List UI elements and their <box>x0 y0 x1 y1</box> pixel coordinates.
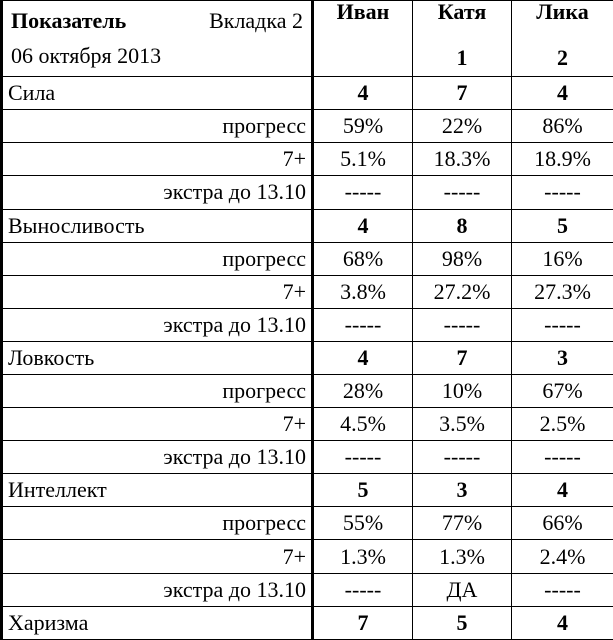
stat-value-lika: 4 <box>512 606 613 639</box>
sub-row <box>2 242 613 275</box>
sub-row-value-ivan: 68% <box>313 242 413 275</box>
stat-value-ivan: 4 <box>313 341 413 374</box>
stat-value-ivan: 4 <box>313 209 413 242</box>
sub-row <box>2 308 613 341</box>
sub-row-value-ivan: 3.8% <box>313 275 413 308</box>
sub-row-label: прогресс <box>2 374 313 407</box>
sub-row <box>2 507 613 540</box>
sub-row-label: экстра до 13.10 <box>2 176 313 209</box>
sub-row-value-lika: 18.9% <box>512 143 613 176</box>
sub-row-value-katya: 10% <box>413 374 512 407</box>
header-date: 06 октября 2013 <box>11 43 162 68</box>
sub-row-value-lika: 86% <box>512 110 613 143</box>
sub-row-value-ivan: ----- <box>313 573 413 606</box>
sub-row-value-lika: ----- <box>512 441 613 474</box>
sub-row-value-ivan: ----- <box>313 441 413 474</box>
sub-row-value-lika: ----- <box>512 308 613 341</box>
sub-row-label: экстра до 13.10 <box>2 308 313 341</box>
sub-row <box>2 540 613 573</box>
stat-value-ivan: 4 <box>313 77 413 110</box>
stat-name: Выносливость <box>2 209 313 242</box>
sub-row-value-ivan: ----- <box>313 308 413 341</box>
stat-value-katya: 5 <box>413 606 512 639</box>
stat-value-katya: 8 <box>413 209 512 242</box>
sub-row-value-katya: 22% <box>413 110 512 143</box>
sub-row-value-katya: ----- <box>413 308 512 341</box>
sub-row <box>2 441 613 474</box>
sub-row-value-katya: 3.5% <box>413 408 512 441</box>
sub-row-value-lika: ----- <box>512 573 613 606</box>
sub-row-value-lika: 2.5% <box>512 408 613 441</box>
stat-row <box>2 209 613 242</box>
stat-name: Сила <box>2 77 313 110</box>
sub-row-value-lika: 66% <box>512 507 613 540</box>
stat-row <box>2 606 613 639</box>
sub-row-label: прогресс <box>2 507 313 540</box>
sub-row-label: прогресс <box>2 110 313 143</box>
sub-row-label: 7+ <box>2 540 313 573</box>
stat-name: Ловкость <box>2 341 313 374</box>
stat-value-katya: 7 <box>413 77 512 110</box>
stat-value-lika: 4 <box>512 77 613 110</box>
sub-row-value-ivan: 4.5% <box>313 408 413 441</box>
sub-row-value-katya: ----- <box>413 441 512 474</box>
stat-value-katya: 7 <box>413 341 512 374</box>
player-name-katya: Катя <box>413 1 512 40</box>
sub-row <box>2 374 613 407</box>
sub-row <box>2 408 613 441</box>
player-number-lika: 2 <box>512 39 613 77</box>
stat-name: Харизма <box>2 606 313 639</box>
sub-row-value-katya: 1.3% <box>413 540 512 573</box>
stat-value-lika: 3 <box>512 341 613 374</box>
stat-row <box>2 77 613 110</box>
stat-value-ivan: 5 <box>313 474 413 507</box>
stat-row <box>2 474 613 507</box>
sub-row <box>2 143 613 176</box>
sub-row <box>2 275 613 308</box>
sub-row <box>2 110 613 143</box>
sub-row-value-lika: 67% <box>512 374 613 407</box>
header-cell <box>2 1 313 77</box>
stat-value-lika: 5 <box>512 209 613 242</box>
player-name-lika: Лика <box>512 1 613 40</box>
player-name-ivan: Иван <box>313 1 413 77</box>
player-number-katya: 1 <box>413 39 512 77</box>
sub-row-value-katya: ----- <box>413 176 512 209</box>
stat-value-katya: 3 <box>413 474 512 507</box>
sub-row-value-lika: 27.3% <box>512 275 613 308</box>
sub-row-label: экстра до 13.10 <box>2 441 313 474</box>
sub-row-label: 7+ <box>2 275 313 308</box>
sub-row-value-katya: 98% <box>413 242 512 275</box>
header-title: Показатель <box>11 8 127 33</box>
sub-row-value-lika: 16% <box>512 242 613 275</box>
stat-value-lika: 4 <box>512 474 613 507</box>
sub-row-value-ivan: 5.1% <box>313 143 413 176</box>
sub-row-value-lika: ----- <box>512 176 613 209</box>
sub-row-value-katya: 77% <box>413 507 512 540</box>
sub-row-value-katya: ДА <box>413 573 512 606</box>
sub-row-label: 7+ <box>2 408 313 441</box>
header-row-1 <box>2 1 613 40</box>
stat-row <box>2 341 613 374</box>
sub-row-label: экстра до 13.10 <box>2 573 313 606</box>
sub-row-value-ivan: 55% <box>313 507 413 540</box>
sub-row-value-ivan: 59% <box>313 110 413 143</box>
sub-row <box>2 573 613 606</box>
sub-row <box>2 176 613 209</box>
sub-row-value-lika: 2.4% <box>512 540 613 573</box>
sub-row-value-ivan: 28% <box>313 374 413 407</box>
sub-row-value-katya: 27.2% <box>413 275 512 308</box>
stat-name: Интеллект <box>2 474 313 507</box>
sub-row-label: 7+ <box>2 143 313 176</box>
header-tab: Вкладка 2 <box>209 8 303 33</box>
sub-row-value-katya: 18.3% <box>413 143 512 176</box>
stat-value-ivan: 7 <box>313 606 413 639</box>
sub-row-value-ivan: ----- <box>313 176 413 209</box>
sub-row-value-ivan: 1.3% <box>313 540 413 573</box>
sub-row-label: прогресс <box>2 242 313 275</box>
